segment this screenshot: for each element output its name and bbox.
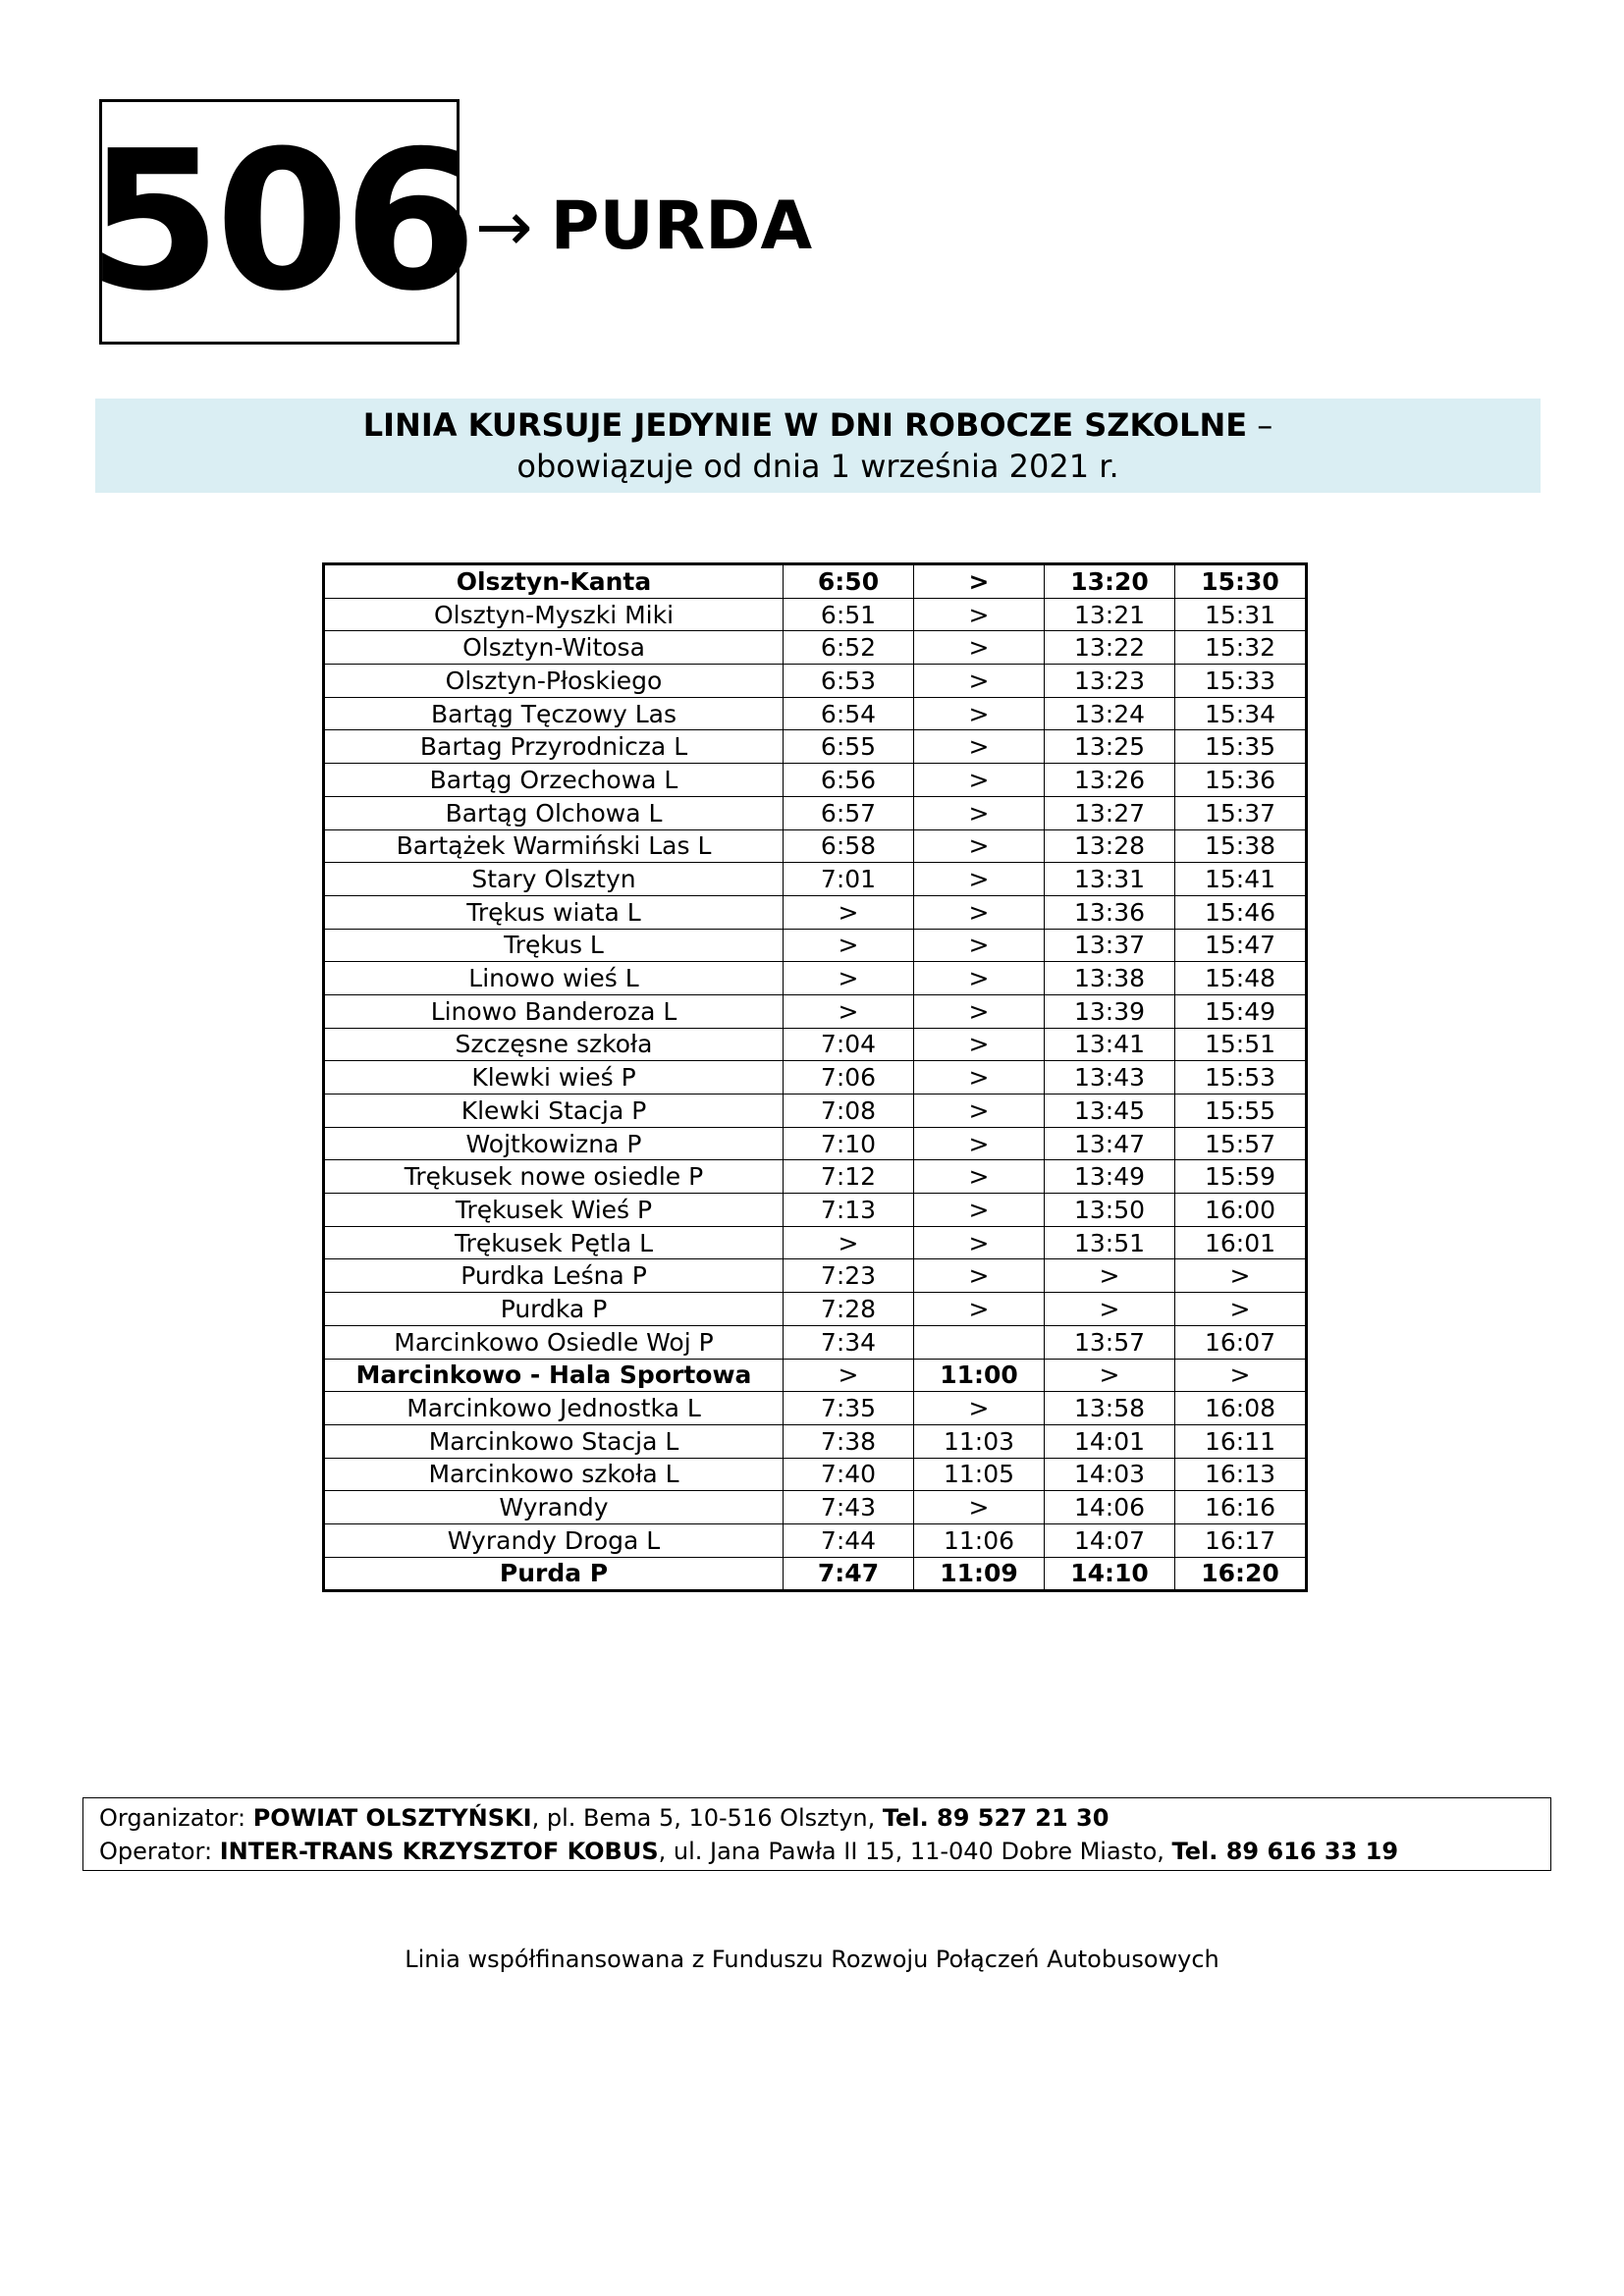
route-destination [475, 183, 812, 271]
departure-time-cell: > [914, 631, 1045, 665]
departure-time-cell: > [914, 697, 1045, 730]
departure-time-cell: > [1045, 1293, 1175, 1326]
departure-time-cell: 13:31 [1045, 863, 1175, 896]
contact-info-box [82, 1797, 1551, 1871]
departure-time-cell: 16:07 [1175, 1325, 1307, 1359]
stop-name-cell: Linowo Banderoza L [324, 994, 784, 1028]
timetable-body [324, 564, 1307, 1591]
departure-time-cell: 7:13 [784, 1194, 914, 1227]
departure-time-cell: 6:54 [784, 697, 914, 730]
departure-time-cell: 7:01 [784, 863, 914, 896]
stop-name-cell: Stary Olsztyn [324, 863, 784, 896]
table-row [324, 1491, 1307, 1524]
table-row [324, 697, 1307, 730]
departure-time-cell: 13:51 [1045, 1226, 1175, 1259]
departure-time-cell: 15:59 [1175, 1160, 1307, 1194]
departure-time-cell: 15:35 [1175, 730, 1307, 764]
departure-time-cell: 6:57 [784, 796, 914, 829]
departure-time-cell: 6:55 [784, 730, 914, 764]
departure-time-cell: > [914, 1392, 1045, 1425]
departure-time-cell: 14:07 [1045, 1523, 1175, 1557]
table-row [324, 1325, 1307, 1359]
table-row [324, 1458, 1307, 1491]
departure-time-cell: > [1175, 1259, 1307, 1293]
departure-time-cell: 15:48 [1175, 962, 1307, 995]
departure-time-cell: 13:47 [1045, 1127, 1175, 1160]
stop-name-cell: Trękus L [324, 929, 784, 962]
departure-time-cell: 15:55 [1175, 1095, 1307, 1128]
departure-time-cell: 15:30 [1175, 564, 1307, 599]
departure-time-cell: 16:08 [1175, 1392, 1307, 1425]
stop-name-cell: Olsztyn-Witosa [324, 631, 784, 665]
stop-name-cell: Marcinkowo Jednostka L [324, 1392, 784, 1425]
table-row [324, 1392, 1307, 1425]
stop-name-cell: Trękusek Wieś P [324, 1194, 784, 1227]
departure-time-cell: > [914, 764, 1045, 797]
departure-time-cell: > [1175, 1359, 1307, 1392]
departure-time-cell: 15:57 [1175, 1127, 1307, 1160]
departure-time-cell: 7:38 [784, 1424, 914, 1458]
stop-name-cell: Bartąg Olchowa L [324, 796, 784, 829]
departure-time-cell: 7:44 [784, 1523, 914, 1557]
departure-time-cell: > [1175, 1293, 1307, 1326]
stop-name-cell: Purdka Leśna P [324, 1259, 784, 1293]
route-number: 506 [86, 110, 472, 334]
table-row [324, 764, 1307, 797]
table-row [324, 1061, 1307, 1095]
departure-time-cell: 13:20 [1045, 564, 1175, 599]
stop-name-cell: Purdka P [324, 1293, 784, 1326]
stop-name-cell: Bartąg Orzechowa L [324, 764, 784, 797]
table-row [324, 796, 1307, 829]
stop-name-cell: Bartąg Tęczowy Las [324, 697, 784, 730]
departure-time-cell: 6:50 [784, 564, 914, 599]
table-row [324, 631, 1307, 665]
departure-time-cell: 15:38 [1175, 829, 1307, 863]
operator-name: INTER-TRANS KRZYSZTOF KOBUS [219, 1838, 659, 1865]
stop-name-cell: Trękusek Pętla L [324, 1226, 784, 1259]
departure-time-cell: > [784, 895, 914, 929]
departure-time-cell: 13:37 [1045, 929, 1175, 962]
departure-time-cell: 16:00 [1175, 1194, 1307, 1227]
table-row [324, 895, 1307, 929]
departure-time-cell: 7:06 [784, 1061, 914, 1095]
departure-time-cell: > [914, 863, 1045, 896]
departure-time-cell: 13:49 [1045, 1160, 1175, 1194]
departure-time-cell: > [784, 962, 914, 995]
table-row [324, 665, 1307, 698]
departure-time-cell: 13:57 [1045, 1325, 1175, 1359]
stop-name-cell: Bartążek Warmiński Las L [324, 829, 784, 863]
departure-time-cell: 13:25 [1045, 730, 1175, 764]
validity-date: obowiązuje od dnia 1 września 2021 r. [516, 448, 1119, 485]
departure-time-cell: 6:56 [784, 764, 914, 797]
stop-name-cell: Marcinkowo - Hala Sportowa [324, 1359, 784, 1392]
departure-time-cell: 7:40 [784, 1458, 914, 1491]
departure-time-cell: 14:10 [1045, 1557, 1175, 1591]
departure-time-cell: 13:50 [1045, 1194, 1175, 1227]
departure-time-cell: > [914, 929, 1045, 962]
departure-time-cell: 13:36 [1045, 895, 1175, 929]
stop-name-cell: Bartag Przyrodnicza L [324, 730, 784, 764]
stop-name-cell: Marcinkowo Osiedle Woj P [324, 1325, 784, 1359]
arrow-right-icon: → [475, 187, 533, 267]
departure-time-cell: > [914, 1160, 1045, 1194]
departure-time-cell: > [1045, 1359, 1175, 1392]
organizer-line [99, 1801, 1550, 1835]
departure-time-cell: 7:34 [784, 1325, 914, 1359]
operator-label: Operator: [99, 1838, 220, 1865]
stop-name-cell: Olsztyn-Myszki Miki [324, 598, 784, 631]
departure-time-cell: > [914, 1061, 1045, 1095]
departure-time-cell: 15:36 [1175, 764, 1307, 797]
stop-name-cell: Linowo wieś L [324, 962, 784, 995]
departure-time-cell: > [914, 962, 1045, 995]
departure-time-cell: 15:46 [1175, 895, 1307, 929]
departure-time-cell: 16:13 [1175, 1458, 1307, 1491]
departure-time-cell: 13:28 [1045, 829, 1175, 863]
departure-time-cell: > [914, 1226, 1045, 1259]
stop-name-cell: Trękusek nowe osiedle P [324, 1160, 784, 1194]
departure-time-cell: > [914, 994, 1045, 1028]
departure-time-cell: 15:37 [1175, 796, 1307, 829]
table-row [324, 962, 1307, 995]
organizer-label: Organizator: [99, 1804, 253, 1832]
departure-time-cell: 14:01 [1045, 1424, 1175, 1458]
departure-time-cell: 7:10 [784, 1127, 914, 1160]
table-row [324, 598, 1307, 631]
departure-time-cell: 15:32 [1175, 631, 1307, 665]
departure-time-cell: > [784, 1359, 914, 1392]
departure-time-cell: 16:17 [1175, 1523, 1307, 1557]
departure-time-cell: > [914, 665, 1045, 698]
stop-name-cell: Wyrandy [324, 1491, 784, 1524]
organizer-address: , pl. Bema 5, 10-516 Olsztyn, [531, 1804, 883, 1832]
departure-time-cell: > [914, 796, 1045, 829]
table-row [324, 1259, 1307, 1293]
operator-phone: Tel. 89 616 33 19 [1171, 1838, 1399, 1865]
timetable [322, 562, 1308, 1592]
departure-time-cell: 11:06 [914, 1523, 1045, 1557]
departure-time-cell: 15:49 [1175, 994, 1307, 1028]
departure-time-cell: 13:21 [1045, 598, 1175, 631]
departure-time-cell: 13:24 [1045, 697, 1175, 730]
table-row [324, 1557, 1307, 1591]
departure-time-cell: > [914, 598, 1045, 631]
organizer-phone: Tel. 89 527 21 30 [882, 1804, 1110, 1832]
stop-name-cell: Wyrandy Droga L [324, 1523, 784, 1557]
departure-time-cell: 11:05 [914, 1458, 1045, 1491]
funding-note: Linia współfinansowana z Funduszu Rozwoju Połączeń Autobusowych [405, 1946, 1219, 1973]
destination-name: PURDA [550, 187, 813, 265]
departure-time-cell: 6:51 [784, 598, 914, 631]
departure-time-cell: > [914, 1095, 1045, 1128]
departure-time-cell: 13:41 [1045, 1028, 1175, 1061]
table-row [324, 1095, 1307, 1128]
operator-line [99, 1835, 1550, 1868]
departure-time-cell: 7:23 [784, 1259, 914, 1293]
table-row [324, 1127, 1307, 1160]
departure-time-cell: 15:47 [1175, 929, 1307, 962]
departure-time-cell: 11:09 [914, 1557, 1045, 1591]
table-row [324, 1194, 1307, 1227]
departure-time-cell: > [914, 829, 1045, 863]
departure-time-cell: > [784, 994, 914, 1028]
departure-time-cell: 16:11 [1175, 1424, 1307, 1458]
service-notice-title [95, 404, 1541, 446]
table-row [324, 929, 1307, 962]
departure-time-cell: > [1045, 1259, 1175, 1293]
departure-time-cell: 13:23 [1045, 665, 1175, 698]
departure-time-cell: > [784, 1226, 914, 1259]
route-number-box [86, 99, 472, 345]
departure-time-cell: 14:03 [1045, 1458, 1175, 1491]
departure-time-cell: > [914, 1127, 1045, 1160]
departure-time-cell: 7:04 [784, 1028, 914, 1061]
table-row [324, 1293, 1307, 1326]
departure-time-cell: 11:00 [914, 1359, 1045, 1392]
departure-time-cell: 7:12 [784, 1160, 914, 1194]
departure-time-cell: 6:53 [784, 665, 914, 698]
stop-name-cell: Olsztyn-Płoskiego [324, 665, 784, 698]
table-row [324, 1424, 1307, 1458]
service-notice-dash: – [1247, 406, 1273, 444]
stop-name-cell: Wojtkowizna P [324, 1127, 784, 1160]
departure-time-cell: 6:52 [784, 631, 914, 665]
departure-time-cell: 14:06 [1045, 1491, 1175, 1524]
departure-time-cell: 13:45 [1045, 1095, 1175, 1128]
departure-time-cell: 15:51 [1175, 1028, 1307, 1061]
departure-time-cell: 13:38 [1045, 962, 1175, 995]
stop-name-cell: Olsztyn-Kanta [324, 564, 784, 599]
stop-name-cell: Purda P [324, 1557, 784, 1591]
stop-name-cell: Szczęsne szkoła [324, 1028, 784, 1061]
departure-time-cell: > [914, 1259, 1045, 1293]
departure-time-cell: 13:39 [1045, 994, 1175, 1028]
departure-time-cell: 15:53 [1175, 1061, 1307, 1095]
departure-time-cell [914, 1325, 1045, 1359]
stop-name-cell: Marcinkowo Stacja L [324, 1424, 784, 1458]
departure-time-cell: > [784, 929, 914, 962]
departure-time-cell: 7:43 [784, 1491, 914, 1524]
operator-address: , ul. Jana Pawła II 15, 11-040 Dobre Miasto, [658, 1838, 1172, 1865]
organizer-name: POWIAT OLSZTYŃSKI [252, 1804, 532, 1832]
departure-time-cell: 6:58 [784, 829, 914, 863]
departure-time-cell: > [914, 1028, 1045, 1061]
stop-name-cell: Trękus wiata L [324, 895, 784, 929]
departure-time-cell: 13:27 [1045, 796, 1175, 829]
departure-time-cell: 11:03 [914, 1424, 1045, 1458]
stop-name-cell: Klewki wieś P [324, 1061, 784, 1095]
stop-name-cell: Marcinkowo szkoła L [324, 1458, 784, 1491]
departure-time-cell: 7:47 [784, 1557, 914, 1591]
departure-time-cell: > [914, 564, 1045, 599]
service-notice-title-text: LINIA KURSUJE JEDYNIE W DNI ROBOCZE SZKOLNE [362, 406, 1248, 444]
departure-time-cell: 13:22 [1045, 631, 1175, 665]
departure-time-cell: > [914, 1293, 1045, 1326]
departure-time-cell: 16:16 [1175, 1491, 1307, 1524]
table-row [324, 1160, 1307, 1194]
departure-time-cell: > [914, 730, 1045, 764]
departure-time-cell: 15:41 [1175, 863, 1307, 896]
table-row [324, 863, 1307, 896]
departure-time-cell: 7:08 [784, 1095, 914, 1128]
departure-time-cell: 13:58 [1045, 1392, 1175, 1425]
table-row [324, 1226, 1307, 1259]
departure-time-cell: 15:34 [1175, 697, 1307, 730]
departure-time-cell: 16:20 [1175, 1557, 1307, 1591]
table-row [324, 1359, 1307, 1392]
departure-time-cell: > [914, 1491, 1045, 1524]
stop-name-cell: Klewki Stacja P [324, 1095, 784, 1128]
departure-time-cell: 13:26 [1045, 764, 1175, 797]
table-row [324, 829, 1307, 863]
table-row [324, 564, 1307, 599]
table-row [324, 1028, 1307, 1061]
departure-time-cell: 7:28 [784, 1293, 914, 1326]
service-notice-banner [95, 399, 1541, 493]
table-row [324, 994, 1307, 1028]
departure-time-cell: 7:35 [784, 1392, 914, 1425]
departure-time-cell: 13:43 [1045, 1061, 1175, 1095]
table-row [324, 1523, 1307, 1557]
table-row [324, 730, 1307, 764]
departure-time-cell: 15:31 [1175, 598, 1307, 631]
departure-time-cell: > [914, 1194, 1045, 1227]
departure-time-cell: > [914, 895, 1045, 929]
departure-time-cell: 15:33 [1175, 665, 1307, 698]
departure-time-cell: 16:01 [1175, 1226, 1307, 1259]
